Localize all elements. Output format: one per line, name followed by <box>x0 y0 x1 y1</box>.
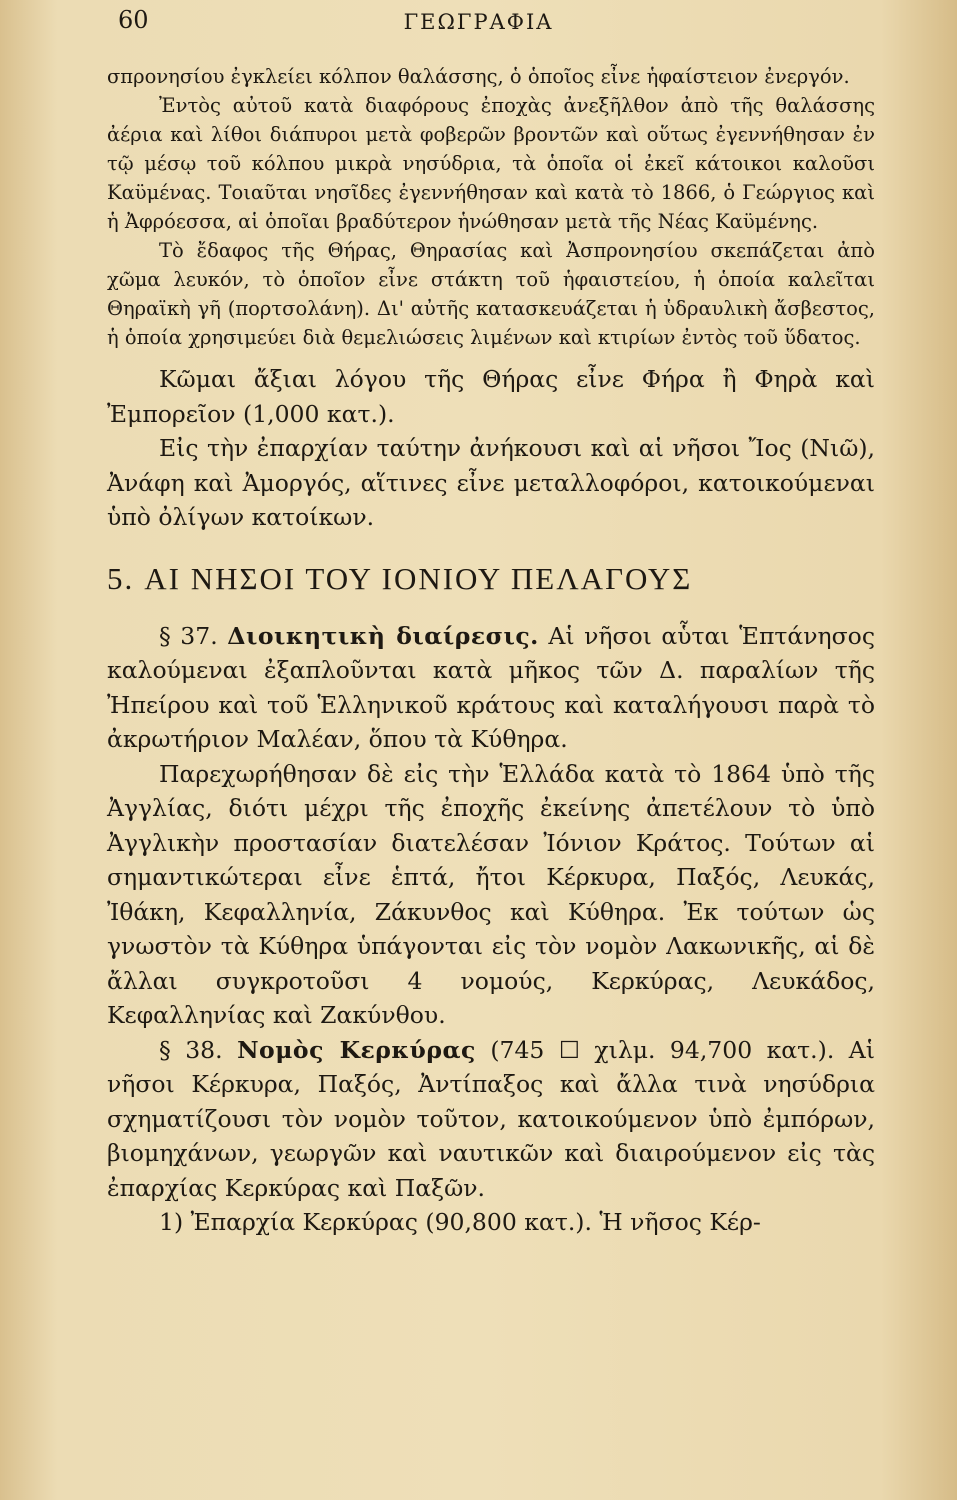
page-header <box>0 4 957 44</box>
paragraph: Ἐντὸς αὐτοῦ κατὰ διαφόρους ἐποχὰς ἀνεξῆλθον ἀπὸ τῆς θαλάσσης ἀέρια καὶ λίθοι διάπυροι μετὰ φοβερῶν βροντῶν καὶ οὕτως ἐγεννήθησαν ἐν τῷ μέσῳ τοῦ κόλπου μικρὰ νησύδρια, τὰ ὁποῖα οἱ ἐκεῖ κάτοικοι καλοῦσι Καϋμένας. Τοιαῦται νησῖδες ἐγεννήθησαν καὶ κατὰ τὸ 1866, ὁ Γεώργιος καὶ ἡ Ἀφρόεσσα, αἱ ὁποῖαι βραδύτερον ἡνώθησαν μετὰ τῆς Νέας Καϋμένης. <box>107 94 875 233</box>
section-mark: § 38. <box>159 1035 223 1064</box>
paragraph <box>107 619 875 757</box>
page-body <box>107 62 875 1240</box>
paragraph: σπρονησίου ἐγκλείει κόλπον θαλάσσης, ὁ ὁποῖος εἶνε ἡφαίστειον ἐνεργόν. <box>107 65 850 88</box>
running-head: ΓΕΩΓΡΑΦΙΑ <box>403 10 554 34</box>
paragraph-stats: (745 ☐ χιλμ. 94,700 κατ.). <box>490 1035 835 1064</box>
paragraph-heading: Διοικητικὴ διαίρεσις. <box>227 621 539 650</box>
paragraph: Εἰς τὴν ἐπαρχίαν ταύτην ἀνήκουσι καὶ αἱ νῆσοι Ἴος (Νιῶ), Ἀνάφη καὶ Ἀμοργός, αἵτινες εἶνε μεταλλοφόροι, κατοικούμεναι ὑπὸ ὀλίγων κατοίκων. <box>107 434 875 531</box>
paragraph <box>107 1033 875 1206</box>
paragraph-text: Αἱ νῆσοι αὗται Ἑπτάνησος καλούμεναι ἐξαπλοῦνται κατὰ μῆκος τῶν Δ. παραλίων τῆς Ἠπείρου καὶ τοῦ Ἑλληνικοῦ κράτους καὶ καταλήγουσι παρὰ τὸ ἀκρωτήριον Μαλέαν, ὅπου τὰ Κύθηρα. <box>107 621 875 753</box>
section-number: 5. <box>107 560 135 596</box>
paragraph-38 <box>107 1033 875 1240</box>
large-text-block <box>107 362 875 535</box>
paragraph-text: Αἱ νῆσοι Κέρκυρα, Παξός, Ἀντίπαξος καὶ ἄλλα τινὰ νησύδρια σχηματίζουσι τὸν νομὸν τοῦτον, κατοικούμενον ὑπὸ ἐμπόρων, βιομηχάνων, γεωργῶν καὶ ναυτικῶν καὶ διαιρούμενον εἰς τὰς ἐπαρχίας Κερκύρας καὶ Παξῶν. <box>107 1035 875 1202</box>
small-text-block <box>107 62 875 352</box>
page-number: 60 <box>118 6 149 34</box>
paragraph-heading: Νομὸς Κερκύρας <box>237 1035 476 1064</box>
section-title <box>107 561 875 597</box>
paragraph: Κῶμαι ἄξιαι λόγου τῆς Θήρας εἶνε Φήρα ἢ Φηρὰ καὶ Ἐμπορεῖον (1,000 κατ.). <box>107 365 875 428</box>
section-mark: § 37. <box>159 621 218 650</box>
paragraph: Παρεχωρήθησαν δὲ εἰς τὴν Ἑλλάδα κατὰ τὸ 1864 ὑπὸ τῆς Ἀγγλίας, διότι μέχρι τῆς ἐποχῆς ἐκείνης ἀπετέλουν τὸ ὑπὸ Ἀγγλικὴν προστασίαν διατελέσαν Ἰόνιον Κράτος. Τούτων αἱ σημαντικώτεραι εἶνε ἑπτά, ἤτοι Κέρκυρα, Παξός, Λευκάς, Ἰθάκη, Κεφαλληνία, Ζάκυνθος καὶ Κύθηρα. Ἐκ τούτων ὡς γνωστὸν τὰ Κύθηρα ὑπάγονται εἰς τὸν νομὸν Λακωνικῆς, αἱ δὲ ἄλλαι συγκροτοῦσι 4 νομούς, Κερκύρας, Λευκάδος, Κεφαλληνίας καὶ Ζακύνθου. <box>107 759 875 1029</box>
paragraph-37 <box>107 619 875 1033</box>
paragraph: Τὸ ἔδαφος τῆς Θήρας, Θηρασίας καὶ Ἀσπρονησίου σκεπάζεται ἀπὸ χῶμα λευκόν, τὸ ὁποῖον εἶνε στάκτη τοῦ ἡφαιστείου, ἡ ὁποία καλεῖται Θηραϊκὴ γῆ (πορτσολάνη). Δι' αὐτῆς κατασκευάζεται ἡ ὑδραυλικὴ ἄσβεστος, ἡ ὁποία χρησιμεύει διὰ θεμελιώσεις λιμένων καὶ κτιρίων ἐντὸς τοῦ ὕδατος. <box>107 239 875 349</box>
section-title-text: ΑΙ ΝΗΣΟΙ ΤΟΥ ΙΟΝΙΟΥ ΠΕΛΑΓΟΥΣ <box>144 560 693 596</box>
paragraph: 1) Ἐπαρχία Κερκύρας (90,800 κατ.). Ἡ νῆσος Κέρ- <box>159 1208 761 1236</box>
